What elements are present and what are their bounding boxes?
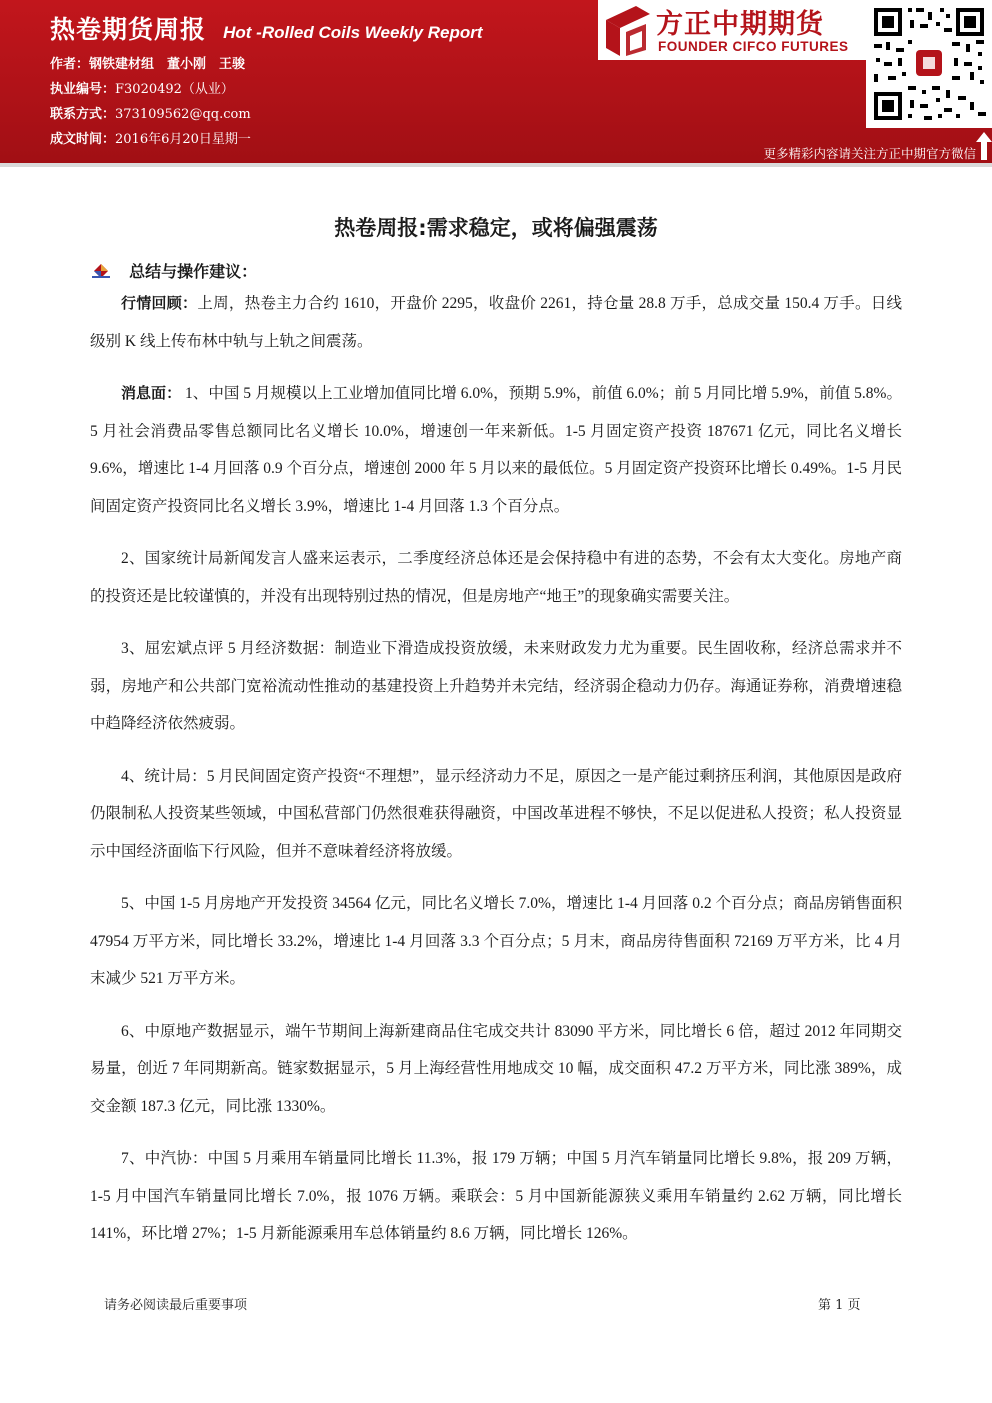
report-title [50,10,483,46]
license-value: F3020492（从业） [115,82,234,97]
section-bullet-icon [92,263,110,279]
header-divider [0,163,992,167]
footer-notice: 请务必阅读最后重要事项 [104,1298,248,1313]
paragraph-lead: 消息面： [121,384,182,402]
paragraph-text: 3、屈宏斌点评 5 月经济数据：制造业下滑造成投资放缓，未来财政发力尤为重要。民生固收称，经济总需求并不弱，房地产和公共部门宽裕流动性推动的基建投资上升趋势并未完结，经济弱企稳动力仍存。海通证券称，消费增速稳中趋降经济依然疲弱。 [90,640,902,732]
date-line [50,127,251,152]
paragraph [90,375,902,525]
founder-logo-icon [606,6,650,56]
date-value: 2016年6月20日星期一 [115,132,251,147]
paragraph-lead: 行情回顾： [121,294,198,312]
report-header [0,0,992,163]
license-label: 执业编号： [50,82,116,97]
author-value: 钢铁建材组 董小刚 王骏 [89,57,246,72]
section-label: 总结与操作建议： [129,262,258,281]
report-meta [50,52,251,152]
document-title: 热卷周报:需求稳定，或将偏强震荡 [334,216,658,240]
company-logo [598,0,866,60]
paragraph-text: 1、中国 5 月规模以上工业增加值同比增 6.0%，预期 5.9%，前值 6.0%；前 5 月同比增 5.9%，前值 5.8%。5 月社会消费品零售总额同比名义增长 10.0%，增速创一年来新低。1-5 月固定资产投资 187671 亿元，同比名义增长 9.6%，增速比 1-4 月回落 0.9 个百分点，增速创 2000 年 5 月以来的最低位。5 月固定资产投资环比增长 0.49%。1-5 月民间固定资产投资同比名义增长 3.9%，增速比 1-4 月回落 1.3 个百分点。 [90,385,902,515]
section-heading [92,259,257,282]
contact-value: 373109562@qq.com [115,107,251,122]
paragraph-text: 上周，热卷主力合约 1610，开盘价 2295，收盘价 2261，持仓量 28.8 万手，总成交量 150.4 万手。日线级别 K 线上传布林中轨与上轨之间震荡。 [90,295,902,350]
logo-text-cn: 方正中期期货 [656,9,824,40]
paragraph [90,285,902,360]
paragraph [90,1140,902,1253]
contact-line [50,102,251,127]
paragraph-text: 7、中汽协：中国 5 月乘用车销量同比增长 11.3%，报 179 万辆；中国 5 月汽车销量同比增长 9.8%，报 209 万辆，1-5 月中国汽车销量同比增长 7.0%，报 1076 万辆。乘联会：5 月中国新能源狭义乘用车销量约 2.62 万辆，同比增长 141%，环比增 27%；1-5 月新能源乘用车总体销量约 8.6 万辆，同比增长 126%。 [90,1150,902,1242]
license-line [50,77,251,102]
wechat-follow-text: 更多精彩内容请关注方正中期官方微信 [763,146,976,161]
paragraph [90,540,902,615]
paragraph-text: 2、国家统计局新闻发言人盛来运表示，二季度经济总体还是会保持稳中有进的态势，不会有太大变化。房地产商的投资还是比较谨慎的，并没有出现特别过热的情况，但是房地产“地王”的现象确实需要关注。 [90,550,902,605]
paragraph-text: 4、统计局：5 月民间固定资产投资“不理想”，显示经济动力不足，原因之一是产能过剩挤压利润，其他原因是政府仍限制私人投资某些领域，中国私营部门仍然很难获得融资，中国改革进程不够快，不足以促进私人投资；私人投资显示中国经济面临下行风险，但并不意味着经济将放缓。 [90,767,902,860]
author-label: 作者： [50,57,90,72]
paragraph [90,630,902,743]
logo-text-en: FOUNDER CIFCO FUTURES [658,39,849,54]
report-title-en: Hot -Rolled Coils Weekly Report [223,23,483,42]
paragraph-text: 5、中国 1-5 月房地产开发投资 34564 亿元，同比名义增长 7.0%，增速比 1-4 月回落 0.2 个百分点；商品房销售面积 47954 万平方米，同比增长 33.2%，增速比 1-4 月回落 3.3 个百分点；5 月末，商品房待售面积 72169 万平方米，比 4 月末减少 521 万平方米。 [90,895,902,987]
paragraph [90,1013,902,1126]
paragraph-text: 6、中原地产数据显示，端午节期间上海新建商品住宅成交共计 83090 平方米，同比增长 6 倍，超过 2012 年同期交易量，创近 7 年同期新高。链家数据显示，5 月上海经营性用地成交 10 幅，成交面积 47.2 万平方米，同比涨 389%，成交金额 187.3 亿元，同比涨 1330%。 [90,1022,902,1115]
date-label: 成文时间： [50,132,116,147]
qr-code-icon [866,0,992,128]
report-content [90,285,902,1268]
paragraph [90,885,902,998]
paragraph [90,758,902,871]
contact-label: 联系方式： [50,107,116,122]
author-line [50,52,251,77]
footer-page-number: 第 1 页 [818,1298,861,1313]
report-title-cn: 热卷期货周报 [50,15,207,44]
up-arrow-icon [976,132,992,160]
